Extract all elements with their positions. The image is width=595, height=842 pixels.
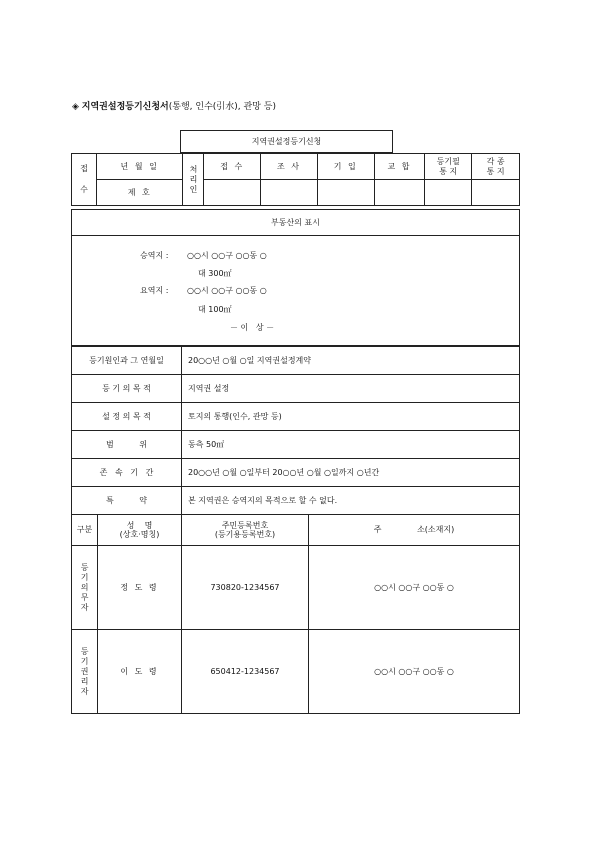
property-section-title: 부동산의 표시 [72,210,519,236]
cell-entry-value [317,180,374,206]
detail-row [72,459,520,487]
servient-area: 대 300㎡ [198,269,232,278]
detail-label: 등 기 의 목 적 [72,375,182,403]
parties-col-division: 구분 [72,515,98,546]
dominant-area: 대 100㎡ [198,305,232,314]
end-mark: － 이 상 － [230,323,275,332]
receipt-label: 접 수 [79,164,89,195]
party-role: 등기의무자 [80,562,90,613]
party-address: ○○시 ○○구 ○○동 ○ [309,546,520,630]
cell-collation-value [374,180,425,206]
detail-label: 특 약 [72,487,182,515]
party-id: 650412-1234567 [182,630,309,714]
party-role: 등기권리자 [80,646,90,697]
col-investigation: 조 사 [261,154,318,180]
party-address: ○○시 ○○구 ○○동 ○ [309,630,520,714]
detail-value: 토지의 통행(인수, 관망 등) [182,403,520,431]
party-role-cell [72,546,98,630]
processor-label: 처리인 [189,164,199,195]
parties-col-name [98,515,182,546]
detail-value: 동측 50㎡ [182,431,520,459]
dominant-address: ○○시 ○○구 ○○동 ○ [187,286,267,295]
title-sub: (통행, 인수(引水), 관망 등) [168,102,276,112]
number-label: 제 호 [96,180,183,206]
detail-value: 본 지역권은 승역지의 목적으로 할 수 없다. [182,487,520,515]
document-title [72,99,276,112]
col-collation: 교 합 [374,154,425,180]
parties-col-address: 주 소(소재지) [309,515,520,546]
cell-investigation-value [261,180,318,206]
party-name: 이 도 령 [98,630,182,714]
party-id: 730820-1234567 [182,546,309,630]
col-receipt: 접 수 [204,154,261,180]
details-table [71,346,520,515]
parties-col-id [182,515,309,546]
detail-value: 지역권 설정 [182,375,520,403]
dominant-label: 요역지 : [140,286,169,295]
cell-notice-value [472,180,520,206]
col-completion-notice: 등기필 통 지 [425,154,472,180]
detail-value: 20○○년 ○월 ○일부터 20○○년 ○월 ○일까지 ○년간 [182,459,520,487]
detail-label: 설 정 의 목 적 [72,403,182,431]
form-name-box [180,130,393,153]
col-various-notice: 각 종 통 지 [472,154,520,180]
detail-row [72,375,520,403]
cell-completion-value [425,180,472,206]
detail-row [72,347,520,375]
party-row [72,630,520,714]
receipt-table [71,153,520,206]
date-label: 년 월 일 [96,154,183,180]
detail-label: 범 위 [72,431,182,459]
property-section [71,209,520,346]
detail-row [72,487,520,515]
detail-row [72,431,520,459]
parties-col-name-line1: 성 명 [126,520,153,530]
cell-receipt-value [204,180,261,206]
title-main: 지역권설정등기신청서 [81,102,169,112]
party-name: 정 도 령 [98,546,182,630]
detail-label: 등기원인과 그 연월일 [72,347,182,375]
party-row [72,546,520,630]
col-entry: 기 입 [317,154,374,180]
parties-col-id-line1: 주민등록번호 [221,520,269,530]
detail-row [72,403,520,431]
diamond-icon: ◈ [72,102,79,112]
detail-label: 존 속 기 간 [72,459,182,487]
party-role-cell [72,630,98,714]
parties-table [71,514,520,714]
detail-value: 20○○년 ○월 ○일 지역권설정계약 [182,347,520,375]
parties-col-name-line2: (상호·명칭) [119,530,160,539]
servient-label: 승역지 : [140,251,169,260]
receipt-label-cell [72,154,97,206]
processor-label-cell [183,154,204,206]
parties-col-id-line2: (등기용등록번호) [214,530,276,539]
form-name: 지역권설정등기신청 [251,137,322,146]
servient-address: ○○시 ○○구 ○○동 ○ [187,251,267,260]
